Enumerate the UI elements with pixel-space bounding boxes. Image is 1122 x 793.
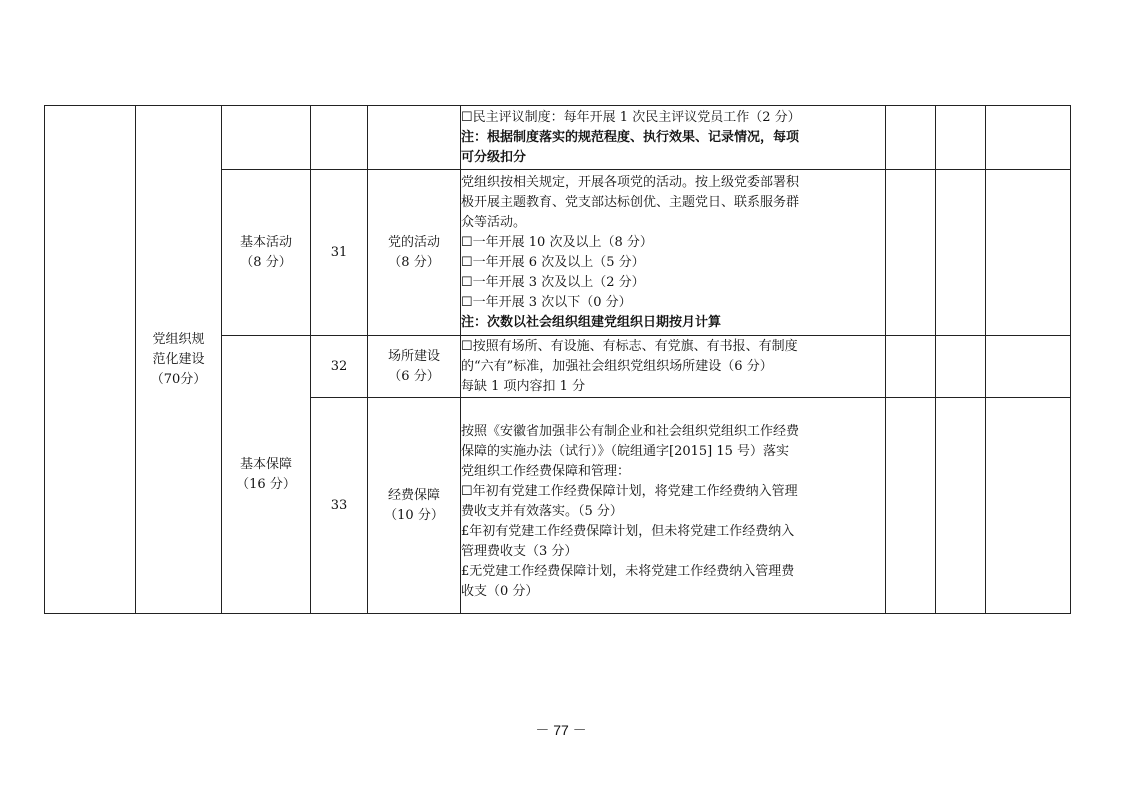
remark-cell xyxy=(986,336,1071,398)
sub-category-cell: 基本活动 （8 分） xyxy=(222,170,311,336)
item-name-cell: 党的活动 （8 分） xyxy=(368,170,461,336)
remark-cell xyxy=(986,170,1071,336)
sub-category-cell: 基本保障 （16 分） xyxy=(222,336,311,614)
evaluation-table xyxy=(44,105,1071,614)
item-name-cell: 场所建设 （6 分） xyxy=(368,336,461,398)
score-cell xyxy=(886,336,936,398)
score-cell xyxy=(936,106,986,170)
criteria-cell: ☐按照有场所、有设施、有标志、有党旗、有书报、有制度 的“六有”标准，加强社会组织党组织场所建设（6 分） 每缺 1 项内容扣 1 分 xyxy=(461,336,886,398)
remark-cell xyxy=(986,398,1071,614)
criteria-cell: 党组织按相关规定，开展各项党的活动。按上级党委部署积 极开展主题教育、党支部达标创优、主题党日、联系服务群 众等活动。 ☐一年开展 10 次及以上（8 分） ☐一年开展 6 次及以上（5 分） ☐一年开展 3 次及以上（2 分） ☐一年开展 3 次以下（0 分） 注：次数以社会组织组建党组织日期按月计算 xyxy=(461,170,886,336)
category-cell: 党组织规 范化建设 （70分） xyxy=(136,106,222,614)
remark-cell xyxy=(986,106,1071,170)
score-cell xyxy=(936,336,986,398)
criteria-cell: ☐民主评议制度：每年开展 1 次民主评议党员工作（2 分） 注：根据制度落实的规范程度、执行效果、记录情况，每项 可分级扣分 xyxy=(461,106,886,170)
table-row xyxy=(45,106,1071,170)
page-number: － 77 － xyxy=(535,722,587,738)
item-number: 32 xyxy=(311,336,368,398)
empty-cell xyxy=(222,106,311,170)
item-number: 33 xyxy=(311,398,368,614)
empty-cell xyxy=(311,106,368,170)
score-cell xyxy=(886,398,936,614)
empty-cell xyxy=(368,106,461,170)
score-cell xyxy=(936,170,986,336)
criteria-cell: 按照《安徽省加强非公有制企业和社会组织党组织工作经费 保障的实施办法（试行）》（皖组通字[2015] 15 号）落实 党组织工作经费保障和管理： ☐年初有党建工作经费保障计划，将党建工作经费纳入管理 费收支并有效落实。（5 分） £年初有党建工作经费保障计划，但未将党建工作经费纳入 管理费收支（3 分） £无党建工作经费保障计划，未将党建工作经费纳入管理费 收支（0 分） xyxy=(461,398,886,614)
empty-cell xyxy=(45,106,136,614)
score-cell xyxy=(936,398,986,614)
item-number: 31 xyxy=(311,170,368,336)
score-cell xyxy=(886,170,936,336)
item-name-cell: 经费保障 （10 分） xyxy=(368,398,461,614)
score-cell xyxy=(886,106,936,170)
